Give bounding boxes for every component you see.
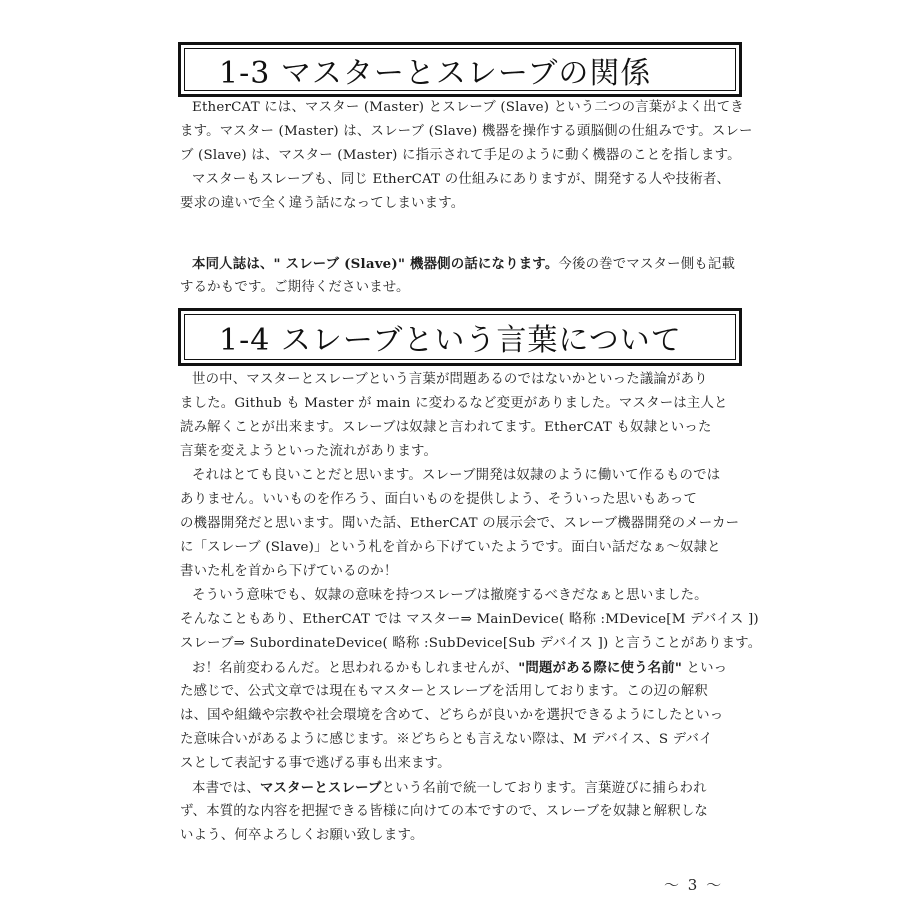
paragraph-line: マスターもスレーブも、同じ EtherCAT の仕組みにありますが、開発する人や技術者、	[192, 172, 731, 187]
paragraph-line: スレーブ⇒ SubordinateDevice( 略称 :SubDevice[Sub デバイス ]) と言うことがあります。	[180, 636, 762, 651]
emphasis-text: "問題がある際に使う名前"	[518, 660, 683, 676]
paragraph-line: の機器開発だと思います。聞いた話、EtherCAT の展示会で、スレーブ機器開発のメーカー	[180, 516, 740, 531]
paragraph-line: ます。マスター (Master) は、スレーブ (Slave) 機器を操作する頭脳側の仕組みです。スレー	[180, 124, 753, 139]
paragraph-line: それはとても良いことだと思います。スレーブ開発は奴隷のように働いて作るものでは	[192, 468, 721, 483]
paragraph-line: た感じで、公式文章では現在もマスターとスレーブを活用しております。この辺の解釈	[180, 684, 709, 699]
paragraph-text: 本書では、	[192, 781, 260, 796]
section-1-3-note	[180, 252, 750, 300]
paragraph-line: いよう、何卒よろしくお願い致します。	[180, 828, 424, 843]
paragraph-line: スとして表記する事で逃げる事も出来ます。	[180, 756, 451, 771]
paragraph-line: 書いた札を首から下げているのか！	[180, 564, 398, 579]
page-number: ～ 3 ～	[664, 876, 724, 894]
note-text: 今後の巻でマスター側も記載	[558, 257, 736, 272]
paragraph-line: そういう意味でも、奴隷の意味を持つスレーブは撤廃するべきだなぁと思いました。	[192, 588, 708, 603]
note-bold-text: 本同人誌は、" スレーブ (Slave)" 機器側の話になります。	[192, 256, 559, 272]
section-heading-1-3-text: 1-3 マスターとスレーブの関係	[184, 48, 736, 91]
emphasis-text: マスターとスレーブ	[259, 780, 382, 796]
paragraph-line: に「スレーブ (Slave)」という札を首から下げていたようです。面白い話だなぁ～奴隷と	[180, 540, 721, 555]
paragraph-line	[180, 776, 750, 800]
note-line: するかもです。ご期待くださいませ。	[180, 280, 410, 295]
section-heading-1-3	[178, 42, 742, 97]
section-1-3-body	[180, 96, 753, 216]
paragraph-line: ました。Github も Master が main に変わるなど変更がありました。マスターは主人と	[180, 396, 728, 411]
paragraph-text: といっ	[682, 661, 728, 676]
paragraph-line: ず、本質的な内容を把握できる皆様に向けての本ですので、スレーブを奴隷と解釈しな	[180, 804, 709, 819]
section-1-4-body	[180, 368, 762, 848]
note-line	[180, 252, 750, 276]
paragraph-line: 要求の違いで全く違う話になってしまいます。	[180, 196, 465, 211]
paragraph-line: ブ (Slave) は、マスター (Master) に指示されて手足のように動く機器のことを指します。	[180, 148, 741, 163]
section-heading-1-4	[178, 308, 742, 366]
paragraph-line: 読み解くことが出来ます。スレーブは奴隷と言われてます。EtherCAT も奴隷といった	[180, 420, 712, 435]
paragraph-line: そんなこともあり、EtherCAT では マスター⇒ MainDevice( 略称 :MDevice[M デバイス ])	[180, 612, 759, 627]
paragraph-line: 世の中、マスターとスレーブという言葉が問題あるのではないかといった議論があり	[192, 372, 708, 387]
paragraph-text: という名前で統一しております。言葉遊びに捕らわれ	[381, 781, 707, 796]
paragraph-line: た意味合いがあるように感じます。※どちらとも言えない際は、M デバイス、S デバイ	[180, 732, 713, 747]
paragraph-line	[180, 656, 750, 680]
paragraph-line: 言葉を変えようといった流れがあります。	[180, 444, 438, 459]
paragraph-line: は、国や組織や宗教や社会環境を含めて、どちらが良いかを選択できるようにしたといっ	[180, 708, 724, 723]
section-heading-1-4-text: 1-4 スレーブという言葉について	[184, 314, 736, 360]
paragraph-text: お！名前変わるんだ。と思われるかもしれませんが、	[192, 661, 519, 676]
paragraph-line: ありません。いいものを作ろう、面白いものを提供しよう、そういった思いもあって	[180, 492, 698, 507]
paragraph-line: EtherCAT には、マスター (Master) とスレーブ (Slave) という二つの言葉がよく出てき	[192, 100, 744, 115]
